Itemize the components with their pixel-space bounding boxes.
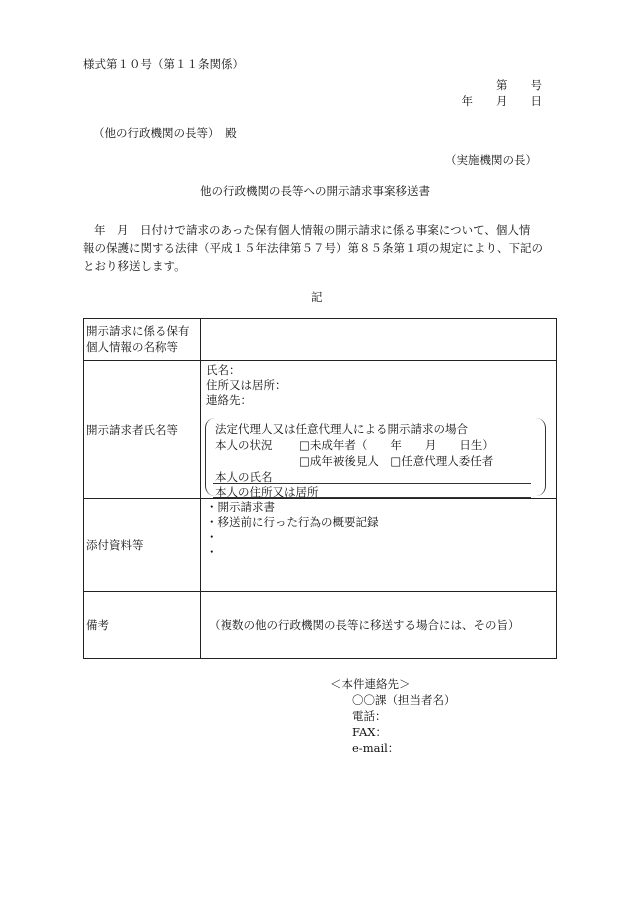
list-item: ・ (206, 545, 218, 559)
agent-status-label: 本人の状況 (215, 438, 273, 452)
row-label-info-name (84, 319, 201, 361)
list-item: ・ (206, 530, 218, 544)
table-row (84, 592, 557, 659)
agent-guardian-option: □成年被後見人 □任意代理人委任者 (299, 454, 494, 468)
row-label-text: 開示請求者氏名等 (86, 422, 178, 437)
requester-address-field: 住所又は居所： (206, 378, 287, 392)
ki-marker: 記 (311, 290, 323, 304)
row-label-attachments (84, 499, 201, 592)
form-number: 様式第１０号（第１１条関係） (83, 57, 244, 71)
requester-details (201, 361, 557, 499)
contact-fax: FAX： (352, 725, 387, 739)
table-row (84, 361, 557, 499)
document-number: 第 号 (496, 78, 542, 92)
list-item: ・開示請求書 (206, 500, 275, 514)
document-date: 年 月 日 (461, 94, 542, 108)
row-label-text: 備考 (86, 618, 109, 632)
requester-name-field: 氏名： (206, 363, 241, 377)
addressee: （他の行政機関の長等） 殿 (93, 126, 237, 140)
agent-principal-name: 本人の氏名 (215, 470, 273, 484)
transfer-form-table (83, 318, 557, 659)
row-label-text: 添付資料等 (86, 538, 144, 552)
principal-address-underline (213, 497, 531, 498)
body-line-3: とおり移送します。 (83, 259, 186, 273)
contact-department: 〇〇課（担当者名） (352, 693, 456, 707)
remarks-note: （複数の他の行政機関の長等に移送する場合には、その旨） (209, 618, 520, 632)
row-label-line: 開示請求に係る保有 (86, 324, 190, 338)
row-label-remarks (84, 592, 201, 659)
row-label-line: 個人情報の名称等 (86, 340, 178, 354)
body-line-1: 年 月 日付けで請求のあった保有個人情報の開示請求に係る事案について、個人情 (94, 223, 531, 237)
contact-email: e-mail： (352, 741, 400, 755)
row-label-requester (84, 361, 201, 499)
sender: （実施機関の長） (445, 153, 537, 167)
agent-title: 法定代理人又は任意代理人による開示請求の場合 (215, 422, 468, 436)
table-row (84, 499, 557, 592)
agent-minor-option: □未成年者（ 年 月 日生） (299, 438, 494, 452)
table-row (84, 319, 557, 361)
document-title: 他の行政機関の長等への開示請求事案移送書 (200, 184, 430, 198)
body-line-2: 報の保護に関する法律（平成１５年法律第５７号）第８５条第１項の規定により、下記の (83, 241, 543, 255)
requester-contact-field: 連絡先： (206, 393, 252, 407)
contact-phone: 電話： (352, 709, 387, 723)
contact-heading: ＜本件連絡先＞ (330, 677, 411, 691)
info-name-value (201, 319, 557, 361)
agent-principal-address: 本人の住所又は居所 (215, 485, 319, 499)
list-item: ・移送前に行った行為の概要記録 (206, 515, 379, 529)
remarks-value (201, 592, 557, 659)
attachments-list (201, 499, 557, 592)
